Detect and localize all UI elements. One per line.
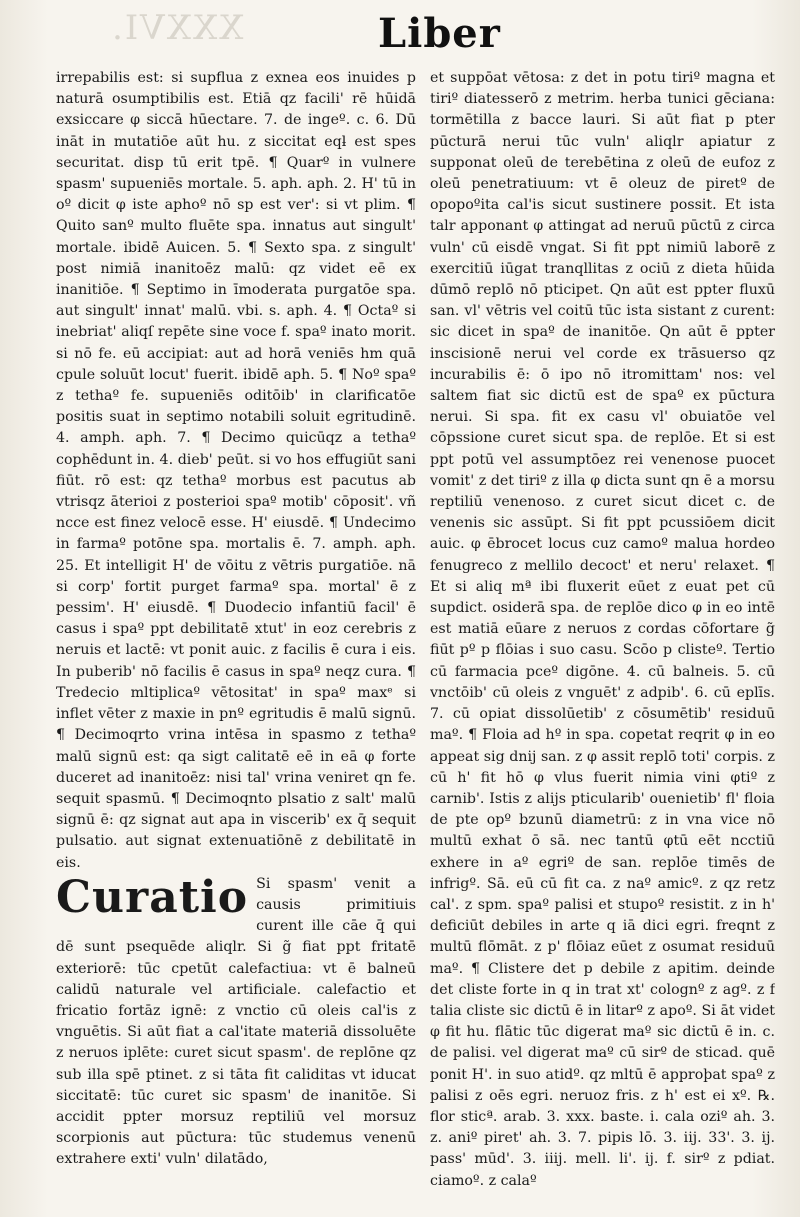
right-column-text: et suppōat vētosa: z det in potu tiriº magna et tiriº diatesserō z metrim. herba tunici gēciana: tormētilla z bacce lauri. Si aūt fiat p pter pūcturā nerui tūc vuln' aliqlr apiatur z supponat oleū de terebētina z oleū de eufoz z oleū penetratiuum: vt ē oleuz de piretº de opopoºita cal'is sicut sustinere possit. Et ista talr apponant φ attingat ad neruū pūctū z circa vuln' cū eisdē vngat. Si fit ppt nimiū laborē z exercitiū iūgat tranqllitas z ociū z dieta hūida dūmō replō nō pticipet. Qn aūt est ppter fluxū san. vl' vētris vel coitū tūc ista sistant z curent: sic dicet in spaº de inanitōe. Qn aūt ē ppter inscisionē nerui vel corde ex trāsuerso qz incurabilis ē: ō ipo nō itromittam' nos: vel saltem fiat sic dictū est de spaº ex pūctura nerui. Si spa. fit ex casu vl' obuiatōe vel cōpssione curet sicut spa. de replōe. Et si est ppt potū vel assumptōez rei venenose puocet vomit' z det tiriº z illa φ dicta sunt qn ē a morsu reptiliū venenoso. z curet sicut dicet c. de venenis sic assūpt. Si fit ppt pcussiōem dicit auic. φ ēbrocet locus cuz camoº malua hordeo fenugreco z mellilo decoct' et neru' relaxet. ¶ Et si aliq mª ibi fluxerit eūet z euat pet cū supdict. osiderā spa. de replōe dico φ in eo intē est matiā eūare z neruos z cordas cōfortare g̃ fiūt pº p flōias i suo casu. Scōo p clisteº. Tertio cū farmacia pceº digōne. 4. cū balneis. 5. cū vnctōib' cū oleis z vnguēt' z adpib'. 6. cū eplīs. 7. cū opiat dissolūetib' z cōsumētib' residuū maº. ¶ Floia ad hº in spa. copetat reqrit φ in eo appeat sig dnij san. z φ assit replō toti' corpis. z cū h' fit hō φ vlus fuerit nimia vini φtiº z carnib'. Istis z alijs pticularib' ouenietib' fl' floia de pte opº bzunū diametrū: z in vna vice nō multū exhat ō sā. nec tantū φtū eēt ncctiū exhere in aº egriº de san. replōe timēs de infrigº. Sā. eū cū fit ca. z naº amicº. z qz retz cal'. z spm. spaº palisi et stupoº resistit. z in h' deficiūt debiles in arte q iā dici egri. freqnt z multū flōmāt. z p' flōiaz eūet z osumat residuū maº. ¶ Clistere det p debile z apitim. deinde det cliste forte in q in trat xt' colognº z agº. z f talia cliste sic dictū ē in litarº z apoº. Si āt videt φ fit hu. flātic tūc digerat maº sic dictū ē in. c. de palisi. vel digerat maº cū sirº de sticad. quē ponit H'. in suo atidº. qz mltū ē approþat spaº z palisi z oēs egri. neruoz fris. z h' est ei xº. ℞. flor sticª. arab. 3. xxx. baste. i. cala oziº ah. 3. z. aniº piret' ah. 3. 7. pipis lō. 3. iij. 33'. 3. ij. pass' mūd'. 3. iiij. mell. li'. ij. f. sirº z pdiat. ciamoº. z calaº bbox=[430, 70, 775, 1189]
curatio-section bbox=[56, 871, 416, 1171]
left-column-text: irrepabilis est: si supflua z exnea eos inuides p naturā osumptibilis est. Etiā qz facili' rē hūidā exsiccare φ siccā hūectare. 7. de ingeº. c. 6. Dū ināt in mutatiōe aūt hu. z siccitat eqƚ est spes securitat. disp tū erit tpē. ¶ Quarº in vulnere spasm' supueniēs mortale. 5. aph. aph. 2. H' tū in oº dicit φ iste aphoº nō sp est ver': si vt plim. ¶ Quito sanº multo fluēte spa. innatus aut singult' mortale. ibidē Auicen. 5. ¶ Sexto spa. z singult' post nimiā inanitoēz malū: qz videt eē ex inanitiōe. ¶ Septimo in īmoderata purgatōe spa. aut singult' innat' malū. vbi. s. aph. 4. ¶ Octaº si inebriat' aliqſ repēte sine voce f. spaº inato morit. si nō fe. eū accipiat: aut ad horā veniēs hm quā cpule soluūt locut' fuerit. ibidē aph. 5. ¶ Noº spaº z tethaº fe. supueniēs oditōib' in clarificatōe positis suat in septimo notabili soluit egritudinē. 4. amph. aph. 7. ¶ Decimo quicūqz a tethaº cophēdunt in. 4. dieb' peūt. si vo hos effugiūt sani fiūt. rō est: qz tethaº morbus est pacutus ab vtrisqz āterioi z posterioi spaº motib' cōposit'. vñ ncce est finez velocē esse. H' eiusdē. ¶ Undecimo in farmaº potōne spa. mortalis ē. 7. amph. aph. 25. Et intelligit H' de vōitu z vētris purgatiōe. nā si corp' fortit purget farmaº spa. mortal' ē z pessim'. H' eiusdē. ¶ Duodecio infantiū facil' ē casus i spaº ppt debilitatē xtut' in eoz cerebris z neruis et lactē: vt ponit auic. z facilis ē cura i eis. In puberib' nō facilis ē casus in spaº neqz cura. ¶ Tredecio mltiplicaº vētositat' in spaº maxᵉ si inflet vēter z maxie in pnº egritudis ē malū signū. ¶ Decimoqrto vrina intēsa in spasmo z tethaº malū signū est: qa sigt calitatē eē in eā φ forte duceret ad inanitoēz: nisi tal' vrina veniret qn fe. sequit spasmū. ¶ Decimoqnto plsatio z salt' malū signū ē: qz signat aut apa in viscerib' ex q̄ sequit pulsatio. aut signat extenuatiōnē z debilitatē in eis. bbox=[56, 70, 416, 871]
curatio-text: Si spasm' venit a causis primitiuis curent ille cāe q̄ qui dē sunt psequēde aliqlr. Si g̃ fiat ppt fritatē exteriorē: tūc cpetūt calefactiua: vt ē balneū calidū naturale vel artificiale. calefactio et fricatio fortāz ignē: z vnctio cū oleis cal'is z vnguētis. Si aūt fiat a cal'itate materiā dissoluēte z neruos iplēte: curet sicut spasm'. de replōne qz sub illa spē ptinet. z si tāta fit caliditas vt iducat siccitatē: tūc curet sic spasm' de inanitōe. Si accidit ppter morsuz reptiliū vel morsuz scorpionis aut pūctura: tūc studemus venenū extrahere exti' vuln' dilatādo, bbox=[56, 875, 416, 1168]
left-column bbox=[56, 68, 416, 1193]
right-column bbox=[430, 68, 775, 1193]
running-header: Liber bbox=[378, 10, 501, 57]
bleed-through-text: XXXVI. bbox=[110, 8, 244, 48]
curatio-heading: Curatio bbox=[56, 871, 249, 923]
